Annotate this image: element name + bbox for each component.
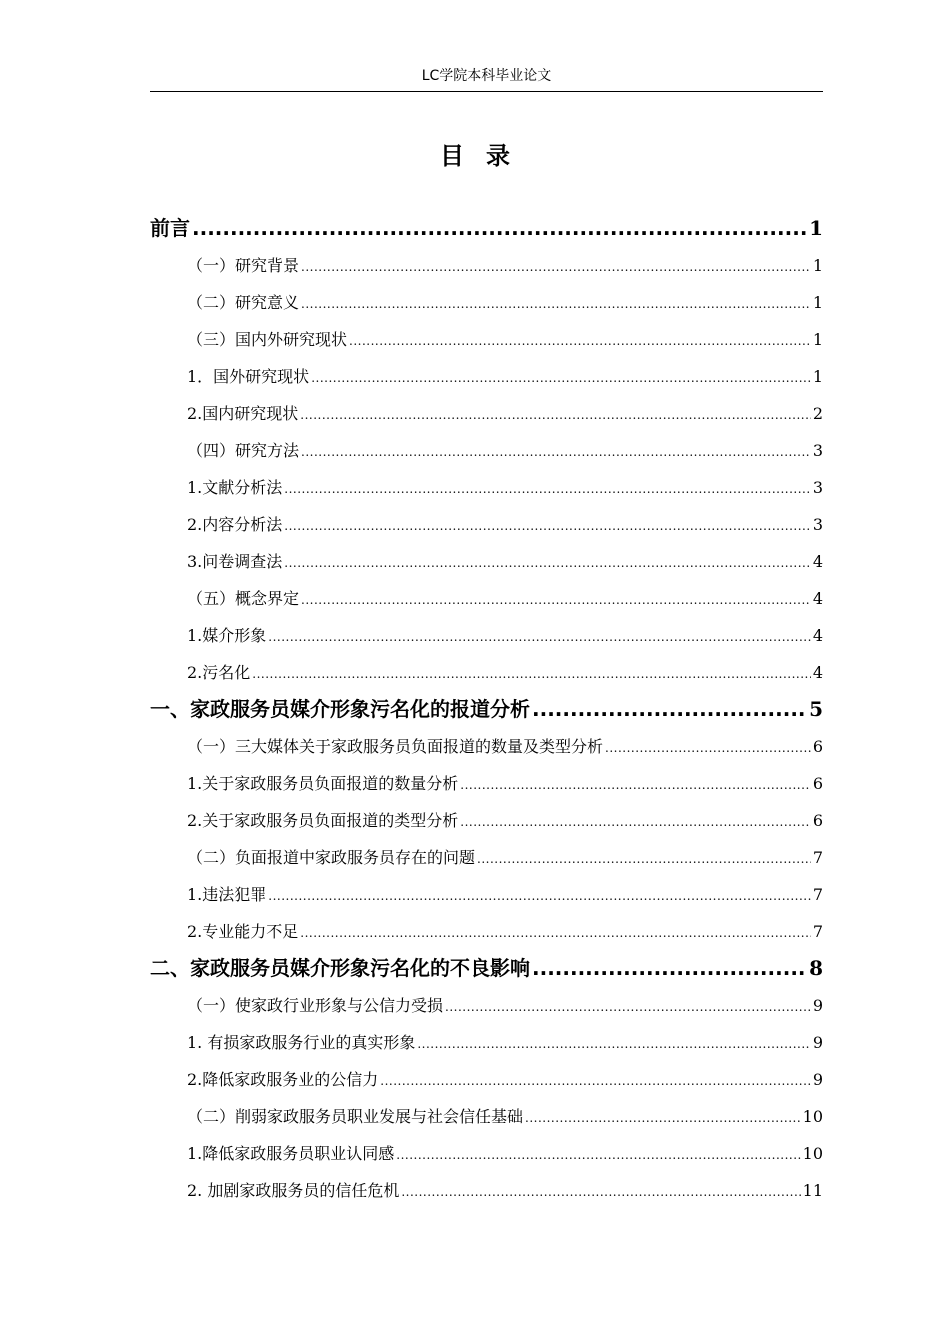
toc-entry[interactable] [150,395,823,432]
toc-entry[interactable] [150,543,823,580]
toc-entry[interactable] [150,284,823,321]
toc-dot-leader [460,802,811,841]
toc-dot-leader [396,1135,800,1174]
toc-entry-page: 7 [812,885,823,904]
toc-dot-leader [301,247,811,286]
toc-entry-page: 10 [802,1144,823,1163]
toc-dot-leader [300,913,811,952]
toc-entry-page: 5 [809,697,823,721]
toc-entry[interactable] [150,1098,823,1135]
toc-entry-label: 2.内容分析法 [187,515,283,534]
toc-dot-leader [301,432,811,471]
toc-dot-leader [532,950,807,987]
toc-dot-leader [300,395,811,434]
toc-dot-leader [268,617,811,656]
toc-entry-page: 10 [802,1107,823,1126]
toc-entry-label: （二）负面报道中家政服务员存在的问题 [187,848,476,867]
toc-entry-page: 6 [812,774,823,793]
toc-dot-leader [268,876,811,915]
toc-entry-page: 2 [812,404,823,423]
toc-entry-page: 8 [809,956,823,980]
toc-entry-label: 1. 有损家政服务行业的真实形象 [187,1033,416,1052]
toc-dot-leader [284,543,811,582]
toc-entry-label: 2.国内研究现状 [187,404,299,423]
toc-entry-label: 1.媒介形象 [187,626,267,645]
toc-dot-leader [311,358,811,397]
header-rule [150,91,823,92]
toc-entry[interactable] [150,1172,823,1209]
toc-entry[interactable] [150,691,823,728]
toc-entry-label: 2.专业能力不足 [187,922,299,941]
toc-entry[interactable] [150,210,823,247]
toc-entry[interactable] [150,432,823,469]
toc-entry-label: 一、家政服务员媒介形象污名化的报道分析 [150,697,530,721]
toc-entry-label: 二、家政服务员媒介形象污名化的不良影响 [150,956,530,980]
toc-entry-label: （五）概念界定 [187,589,300,608]
toc-dot-leader [301,580,811,619]
toc-entry-page: 3 [812,478,823,497]
toc-dot-leader [460,765,811,804]
toc-dot-leader [301,284,811,323]
toc-entry-page: 1 [812,293,823,312]
toc-entry-label: （一）使家政行业形象与公信力受损 [187,996,444,1015]
toc-entry[interactable] [150,654,823,691]
toc-entry-page: 9 [812,1033,823,1052]
toc-entry-page: 7 [812,922,823,941]
toc-entry-page: 1 [812,330,823,349]
toc-entry[interactable] [150,1135,823,1172]
toc-entry[interactable] [150,839,823,876]
toc-entry-page: 9 [812,1070,823,1089]
toc-entry[interactable] [150,765,823,802]
toc-entry-label: 2.关于家政服务员负面报道的类型分析 [187,811,459,830]
toc-entry[interactable] [150,1061,823,1098]
toc-entry[interactable] [150,506,823,543]
toc-entry-page: 3 [812,515,823,534]
toc-dot-leader [401,1172,800,1211]
toc-entry[interactable] [150,913,823,950]
toc-entry[interactable] [150,469,823,506]
toc-dot-leader [284,469,811,508]
toc-entry-label: （一）研究背景 [187,256,300,275]
toc-entry-page: 7 [812,848,823,867]
toc-entry-label: 2. 加剧家政服务员的信任危机 [187,1181,400,1200]
toc-entry-page: 6 [812,737,823,756]
toc-entry-label: 前言 [150,216,190,240]
toc-entry-label: 2.降低家政服务业的公信力 [187,1070,379,1089]
toc-entry-label: （三）国内外研究现状 [187,330,348,349]
toc-entry[interactable] [150,987,823,1024]
toc-entry-page: 6 [812,811,823,830]
toc-entry[interactable] [150,580,823,617]
toc-entry[interactable] [150,321,823,358]
toc-dot-leader [380,1061,811,1100]
toc-entry-page: 4 [812,589,823,608]
toc-entry-label: 3.问卷调查法 [187,552,283,571]
toc-entry-page: 11 [802,1181,823,1200]
toc-entry[interactable] [150,247,823,284]
toc-dot-leader [417,1024,810,1063]
page-header: LC学院本科毕业论文 [421,68,552,84]
toc-entry-page: 3 [812,441,823,460]
toc-entry-label: 1.关于家政服务员负面报道的数量分析 [187,774,459,793]
toc-entry[interactable] [150,728,823,765]
toc-entry-label: 2.污名化 [187,663,251,682]
toc-entry[interactable] [150,876,823,913]
toc-entry-page: 4 [812,663,823,682]
toc-dot-leader [349,321,811,360]
toc-entry-label: 1．国外研究现状 [187,367,310,386]
toc-dot-leader [445,987,811,1026]
toc-entry-label: （四）研究方法 [187,441,300,460]
toc-entry[interactable] [150,617,823,654]
toc-entry-label: （一）三大媒体关于家政服务员负面报道的数量及类型分析 [187,737,604,756]
toc-entry-label: （二）削弱家政服务员职业发展与社会信任基础 [187,1107,524,1126]
toc-dot-leader [525,1098,801,1137]
toc-dot-leader [532,691,807,728]
toc-dot-leader [477,839,811,878]
toc-entry-label: 1.降低家政服务员职业认同感 [187,1144,395,1163]
toc-dot-leader [284,506,811,545]
toc-entry-label: 1.文献分析法 [187,478,283,497]
toc-entry-page: 4 [812,626,823,645]
toc-entry-label: 1.违法犯罪 [187,885,267,904]
toc-entry[interactable] [150,358,823,395]
toc-entry[interactable] [150,802,823,839]
toc-entry-page: 1 [809,216,823,240]
toc-entry[interactable] [150,950,823,987]
toc-entry-page: 9 [812,996,823,1015]
toc-entry[interactable] [150,1024,823,1061]
toc-title: 目录 [440,142,532,170]
toc-entry-page: 1 [812,367,823,386]
toc-dot-leader [252,654,811,693]
toc-entry-label: （二）研究意义 [187,293,300,312]
toc-dot-leader [605,728,811,767]
table-of-contents [150,210,823,1209]
toc-entry-page: 4 [812,552,823,571]
toc-dot-leader [192,210,807,247]
toc-entry-page: 1 [812,256,823,275]
